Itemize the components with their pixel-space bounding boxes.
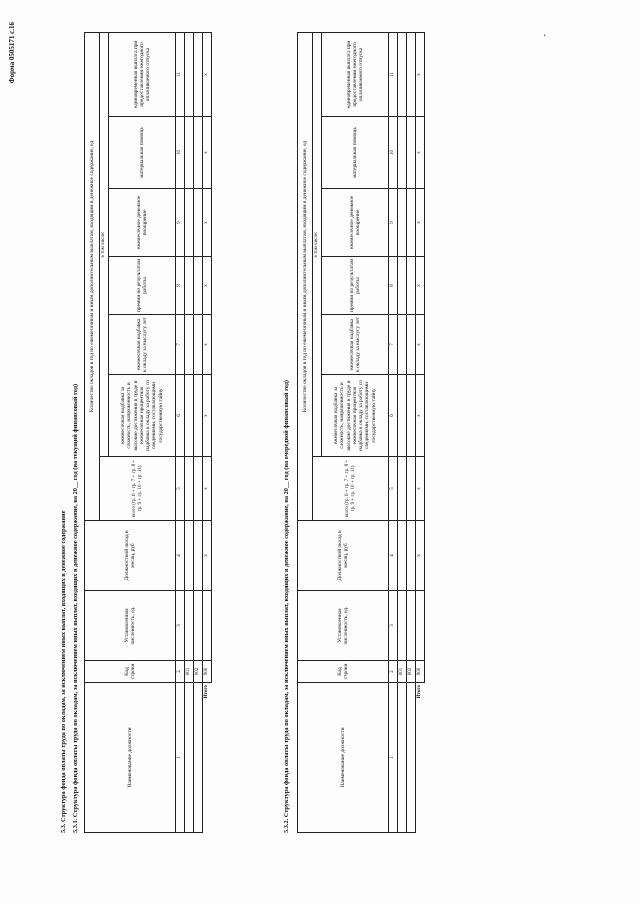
col-number: 3 bbox=[389, 591, 398, 661]
table2-header-headcount: Установленная численность, ед. bbox=[298, 591, 389, 661]
table1-header-incl: в том числе: bbox=[100, 32, 109, 456]
total-cell: х bbox=[203, 117, 212, 189]
table1-header-headcount: Установленная численность, ед. bbox=[85, 591, 176, 661]
col-number: 11 bbox=[176, 32, 185, 116]
data-cell[interactable] bbox=[185, 32, 194, 116]
total-cell: х bbox=[416, 315, 425, 375]
data-cell[interactable] bbox=[194, 257, 203, 315]
table1-header-c6: ежемесячная надбавка за сложность, напряженность и высокие достижения в труде и ежемесячная процентная надбавка к окладу за работу со сведениями, составляющими государственную тайну bbox=[109, 375, 176, 457]
form-code: Форма 0505171 с.16 bbox=[8, 22, 16, 84]
data-cell[interactable] bbox=[185, 315, 194, 375]
table-row bbox=[194, 32, 203, 832]
total-cell[interactable] bbox=[203, 591, 212, 661]
total-cell: х bbox=[203, 189, 212, 257]
data-cell[interactable] bbox=[407, 189, 416, 257]
data-cell[interactable] bbox=[185, 521, 194, 591]
table1-number-row bbox=[176, 32, 185, 832]
data-cell[interactable] bbox=[194, 32, 203, 116]
col-number: 8 bbox=[176, 257, 185, 315]
data-cell[interactable] bbox=[194, 117, 203, 189]
col-number: 4 bbox=[389, 521, 398, 591]
total-cell: х bbox=[203, 521, 212, 591]
col-number: 1 bbox=[176, 683, 185, 833]
col-number: 10 bbox=[389, 117, 398, 189]
total-cell: х bbox=[416, 189, 425, 257]
table2-header-c10: материальная помощь bbox=[322, 117, 389, 189]
data-cell[interactable] bbox=[398, 591, 407, 661]
col-number: 11 bbox=[389, 32, 398, 116]
table-row bbox=[407, 32, 416, 832]
data-cell[interactable] bbox=[194, 375, 203, 457]
table-total-row bbox=[416, 32, 425, 832]
data-cell[interactable] bbox=[398, 189, 407, 257]
col-number: 6 bbox=[176, 375, 185, 457]
total-cell: х bbox=[416, 32, 425, 116]
table2-header-c11: единовременная выплата при предоставлении ежегодного оплачиваемого отпуска bbox=[322, 32, 389, 116]
table2-title: 5.3.2. Структура фонда оплаты труда по окладам, за исключением иных выплат, входящих в денежное содержание, на 20__ год (на очередной финансовый год) bbox=[283, 379, 290, 833]
table1-header-c7: ежемесячная надбавка к окладу за выслугу лет bbox=[109, 315, 176, 375]
table2-header-total: всего (гр. 6 + гр. 7 + гр. 8 + гр. 9 + гр. 10 + гр. 11) bbox=[313, 457, 389, 521]
data-cell[interactable] bbox=[407, 257, 416, 315]
total-cell: х bbox=[203, 375, 212, 457]
code-cell: 001 bbox=[398, 661, 407, 683]
total-cell: х bbox=[203, 32, 212, 116]
data-cell[interactable] bbox=[398, 257, 407, 315]
col-number: 9 bbox=[176, 189, 185, 257]
table2-number-row bbox=[389, 32, 398, 832]
table1 bbox=[84, 32, 212, 833]
position-cell[interactable] bbox=[194, 683, 203, 833]
table1-header-c11: единовременная выплата при предоставлении ежегодного оплачиваемого отпуска bbox=[109, 32, 176, 116]
total-cell: х bbox=[203, 315, 212, 375]
data-cell[interactable] bbox=[194, 189, 203, 257]
data-cell[interactable] bbox=[194, 457, 203, 521]
data-cell[interactable] bbox=[398, 117, 407, 189]
code-cell: 900 bbox=[203, 661, 212, 683]
col-number: 4 bbox=[176, 521, 185, 591]
data-cell[interactable] bbox=[194, 315, 203, 375]
total-cell: х bbox=[416, 457, 425, 521]
col-number: 1 bbox=[389, 683, 398, 833]
data-cell[interactable] bbox=[185, 457, 194, 521]
table1-header-c9: ежемесячное денежное поощрение bbox=[109, 189, 176, 257]
table2 bbox=[297, 32, 425, 833]
data-cell[interactable] bbox=[407, 457, 416, 521]
table2-header-position: Наименование должности bbox=[298, 683, 389, 833]
section-title-5-3: 5.3. Структура фонда оплаты труда по окладам, за исключением иных выплат, входящих в денежное содержание bbox=[60, 510, 67, 833]
table2-header-c6: ежемесячная надбавка за сложность, напряженность и высокие достижения в труде и ежемесячная процентная надбавка к окладу за работу со сведениями, составляющими государственную тайну bbox=[322, 375, 389, 457]
col-number: 5 bbox=[176, 457, 185, 521]
total-cell: х bbox=[203, 457, 212, 521]
code-cell: 001 bbox=[185, 661, 194, 683]
col-number: 7 bbox=[389, 315, 398, 375]
code-cell: 002 bbox=[194, 661, 203, 683]
data-cell[interactable] bbox=[398, 457, 407, 521]
col-number: 9 bbox=[389, 189, 398, 257]
table1-header-code: Код строки bbox=[85, 661, 176, 683]
table2-header-c8: премии по результатам работы bbox=[322, 257, 389, 315]
code-cell: 900 bbox=[416, 661, 425, 683]
total-cell: х bbox=[416, 375, 425, 457]
total-cell: х bbox=[203, 257, 212, 315]
data-cell[interactable] bbox=[407, 315, 416, 375]
data-cell[interactable] bbox=[185, 117, 194, 189]
data-cell[interactable] bbox=[194, 521, 203, 591]
table2-header-quantity-group: Количество окладов в год по ежемесячным и иным дополнительным выплатам, входящим в денежное содержание, ед bbox=[298, 32, 313, 520]
table-total-row bbox=[203, 32, 212, 832]
code-cell: 002 bbox=[407, 661, 416, 683]
col-number: 8 bbox=[389, 257, 398, 315]
table1-header-quantity-group: Количество окладов в год по ежемесячным и иным дополнительным выплатам, входящим в денежное содержание, ед bbox=[85, 32, 100, 520]
position-cell[interactable] bbox=[398, 683, 407, 833]
total-cell: х bbox=[416, 521, 425, 591]
table1-header-salary: Должностной оклад в месяц, руб bbox=[85, 521, 176, 591]
col-number: 5 bbox=[389, 457, 398, 521]
data-cell[interactable] bbox=[398, 375, 407, 457]
data-cell[interactable] bbox=[398, 521, 407, 591]
table2-header-salary: Должностной оклад в месяц, руб bbox=[298, 521, 389, 591]
data-cell[interactable] bbox=[194, 591, 203, 661]
data-cell[interactable] bbox=[398, 32, 407, 116]
total-cell: х bbox=[416, 257, 425, 315]
total-label: Итого bbox=[204, 685, 210, 699]
data-cell[interactable] bbox=[407, 521, 416, 591]
data-cell[interactable] bbox=[185, 591, 194, 661]
table1-title: 5.3.1. Структура фонда оплаты труда по окладам, за исключением иных выплат, входящих в денежное содержание, на 20__ год (на текущий финансовый год) bbox=[72, 383, 79, 833]
total-cell[interactable] bbox=[416, 591, 425, 661]
data-cell[interactable] bbox=[407, 375, 416, 457]
data-cell[interactable] bbox=[407, 117, 416, 189]
table2-header-c7: ежемесячная надбавка к окладу за выслугу лет bbox=[322, 315, 389, 375]
table2-header-incl: в том числе: bbox=[313, 32, 322, 456]
position-cell[interactable] bbox=[185, 683, 194, 833]
data-cell[interactable] bbox=[185, 189, 194, 257]
col-number: 10 bbox=[176, 117, 185, 189]
data-cell[interactable] bbox=[185, 257, 194, 315]
col-number: 7 bbox=[176, 315, 185, 375]
col-number: 6 bbox=[389, 375, 398, 457]
data-cell[interactable] bbox=[407, 591, 416, 661]
col-number: 2 bbox=[176, 661, 185, 683]
data-cell[interactable] bbox=[185, 375, 194, 457]
table2-header-code: Код строки bbox=[298, 661, 389, 683]
data-cell[interactable] bbox=[398, 315, 407, 375]
position-cell[interactable] bbox=[407, 683, 416, 833]
table2-header-c9: ежемесячное денежное поощрение bbox=[322, 189, 389, 257]
table1-header-c10: материальная помощь bbox=[109, 117, 176, 189]
table1-header-c8: премии по результатам работы bbox=[109, 257, 176, 315]
table-row bbox=[398, 32, 407, 832]
footer-mark: - bbox=[540, 34, 549, 37]
data-cell[interactable] bbox=[407, 32, 416, 116]
table-row bbox=[185, 32, 194, 832]
total-label: Итого bbox=[417, 685, 423, 699]
col-number: 3 bbox=[176, 591, 185, 661]
table1-header-total: всего (гр. 6 + гр. 7 + гр. 8 + гр. 9 + гр. 10 + гр. 11) bbox=[100, 457, 176, 521]
col-number: 2 bbox=[389, 661, 398, 683]
total-cell: х bbox=[416, 117, 425, 189]
table1-header-position: Наименование должности bbox=[85, 683, 176, 833]
